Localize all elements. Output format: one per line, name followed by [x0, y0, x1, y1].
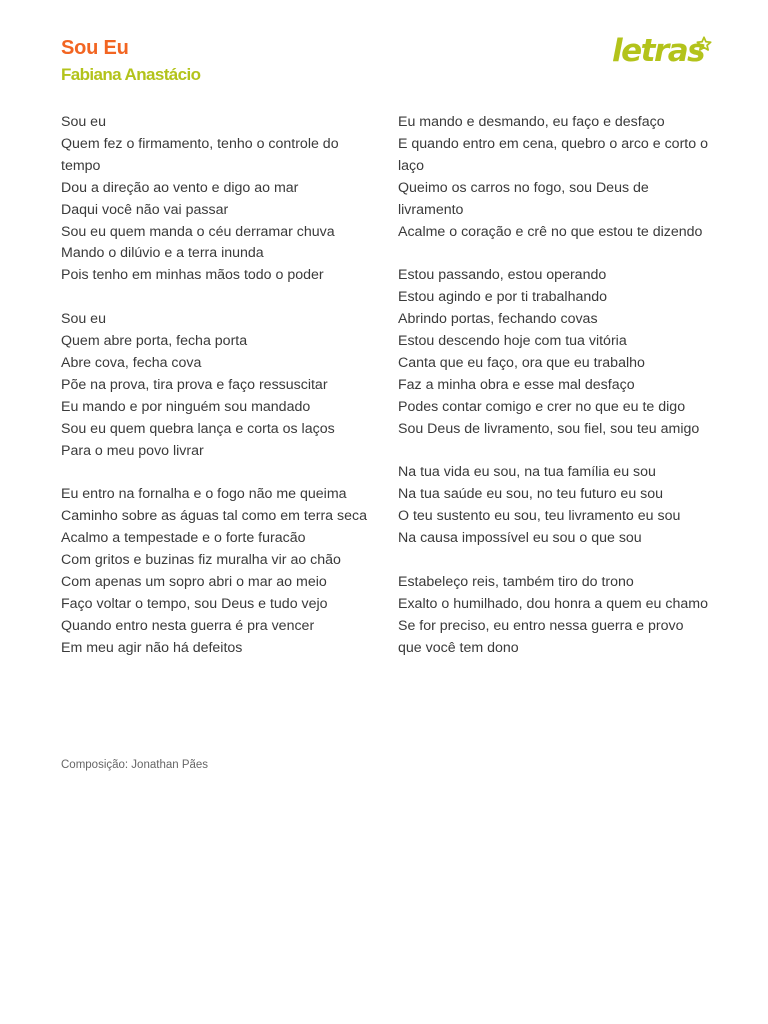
lyric-line: Mando o dilúvio e a terra inunda	[61, 245, 264, 262]
composer-credit: Composição: Jonathan Pães	[61, 759, 209, 771]
artist-name: Fabiana Anastácio	[61, 65, 201, 84]
stanza	[398, 112, 710, 243]
lyric-line: Com gritos e buzinas fiz muralha vir ao chão	[61, 552, 341, 569]
logo-text: letras	[612, 33, 705, 69]
lyric-line: Acalme o coração e crê no que estou te dizendo	[398, 223, 703, 240]
lyric-line: Na causa impossível eu sou o que sou	[398, 530, 642, 547]
lyric-line: Exalto o humilhado, dou honra a quem eu chamo	[398, 595, 708, 612]
lyric-line: Daqui você não vai passar	[61, 201, 229, 218]
lyric-line: Estou passando, estou operando	[398, 267, 607, 284]
lyric-line: Quando entro nesta guerra é pra vencer	[61, 617, 315, 634]
lyric-line: Queimo os carros no fogo, sou Deus de livramento	[398, 179, 649, 218]
lyric-line: Acalmo a tempestade e o forte furacão	[61, 530, 306, 547]
lyric-line: Quem fez o firmamento, tenho o controle do tempo	[61, 135, 339, 174]
lyric-line: Sou eu quem quebra lança e corta os laços	[61, 420, 335, 437]
lyric-line: Faz a minha obra e esse mal desfaço	[398, 376, 635, 393]
lyric-line: Na tua saúde eu sou, no teu futuro eu sou	[398, 486, 664, 503]
stanza	[398, 265, 710, 440]
letras-logo	[612, 30, 712, 72]
lyric-line: O teu sustento eu sou, teu livramento eu sou	[398, 508, 681, 525]
stanza	[61, 484, 376, 659]
lyric-line: Sou eu quem manda o céu derramar chuva	[61, 223, 335, 240]
lyric-line: Com apenas um sopro abri o mar ao meio	[61, 574, 327, 590]
lyric-line: Quem abre porta, fecha porta	[61, 333, 248, 350]
stanza	[61, 112, 376, 287]
lyric-line: Pois tenho em minhas mãos todo o poder	[61, 267, 324, 284]
lyric-line: Faço voltar o tempo, sou Deus e tudo vejo	[61, 595, 328, 612]
lyric-line: Se for preciso, eu entro nessa guerra e provo que você tem dono	[398, 617, 684, 656]
lyric-line: Eu mando e por ninguém sou mandado	[61, 398, 311, 415]
lyric-line: Canta que eu faço, ora que eu trabalho	[398, 354, 645, 371]
lyric-line: E quando entro em cena, quebro o arco e corto o laço	[398, 135, 708, 174]
lyric-line: Estou agindo e por ti trabalhando	[398, 289, 608, 306]
lyric-line: Sou eu	[61, 311, 106, 328]
song-title: Sou Eu	[61, 37, 129, 59]
lyric-line: Estou descendo hoje com tua vitória	[398, 333, 627, 350]
lyric-line: Podes contar comigo e crer no que eu te digo	[398, 398, 686, 415]
lyric-line: Caminho sobre as águas tal como em terra seca	[61, 508, 367, 525]
lyric-line: Põe na prova, tira prova e faço ressuscitar	[61, 376, 328, 393]
lyric-line: Sou Deus de livramento, sou fiel, sou teu amigo	[398, 420, 700, 437]
lyric-line: Abrindo portas, fechando covas	[398, 311, 598, 328]
lyric-line: Estabeleço reis, também tiro do trono	[398, 573, 634, 590]
star-icon	[696, 36, 712, 52]
lyrics-left-column	[61, 112, 376, 682]
lyric-line: Em meu agir não há defeitos	[61, 639, 243, 656]
lyric-line: Sou eu	[61, 114, 106, 130]
lyrics-right-column	[398, 112, 710, 682]
stanza	[398, 572, 710, 660]
lyric-line: Eu entro na fornalha e o fogo não me queima	[61, 486, 347, 503]
stanza	[61, 309, 376, 462]
lyric-line: Abre cova, fecha cova	[61, 354, 202, 371]
lyric-line: Na tua vida eu sou, na tua família eu sou	[398, 464, 656, 481]
lyric-line: Para o meu povo livrar	[61, 442, 204, 459]
lyric-line: Dou a direção ao vento e digo ao mar	[61, 179, 299, 196]
lyric-line: Eu mando e desmando, eu faço e desfaço	[398, 114, 665, 130]
stanza	[398, 462, 710, 550]
